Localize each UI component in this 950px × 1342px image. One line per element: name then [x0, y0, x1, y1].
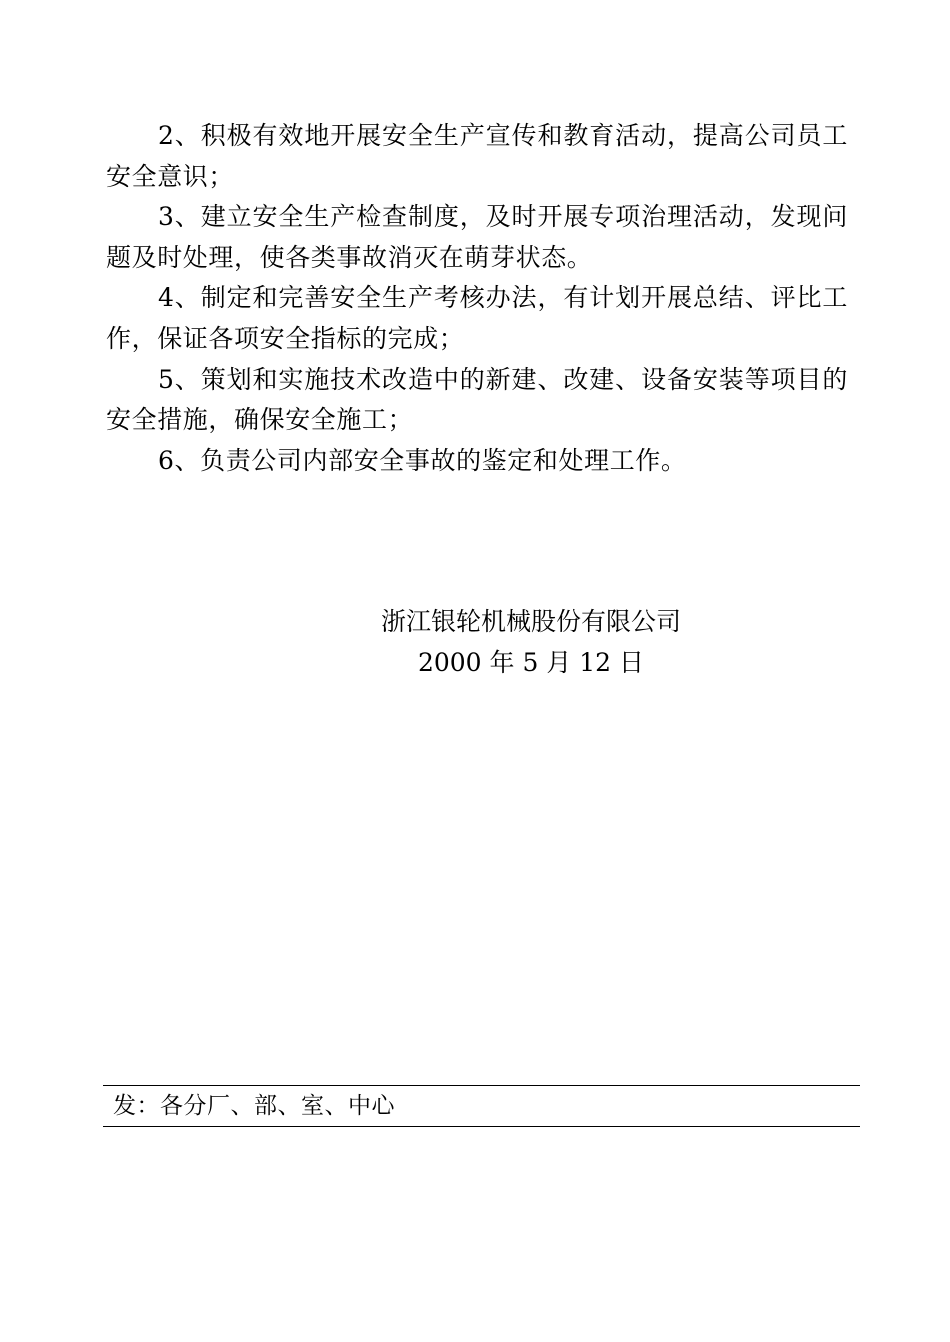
distribution-text: 发：各分厂、部、室、中心: [113, 1093, 395, 1119]
clause-3: 3、建立安全生产检查制度，及时开展专项治理活动，发现问题及时处理，使各类事故消灭在萌芽状态。: [106, 202, 848, 272]
distribution-list: [103, 1085, 860, 1127]
clause-6: 6、负责公司内部安全事故的鉴定和处理工作。: [158, 445, 687, 475]
document-body: [106, 116, 848, 481]
clause-5: 5、策划和实施技术改造中的新建、改建、设备安装等项目的安全措施，确保安全施工；: [106, 364, 848, 435]
signature-date: 2000 年 5 月 12 日: [417, 648, 645, 677]
clause-4: 4、制定和完善安全生产考核办法，有计划开展总结、评比工作，保证各项安全指标的完成；: [106, 283, 848, 353]
signature-company: 浙江银轮机械股份有限公司: [380, 607, 681, 636]
clause-2: 2、积极有效地开展安全生产宣传和教育活动，提高公司员工安全意识；: [106, 121, 848, 191]
